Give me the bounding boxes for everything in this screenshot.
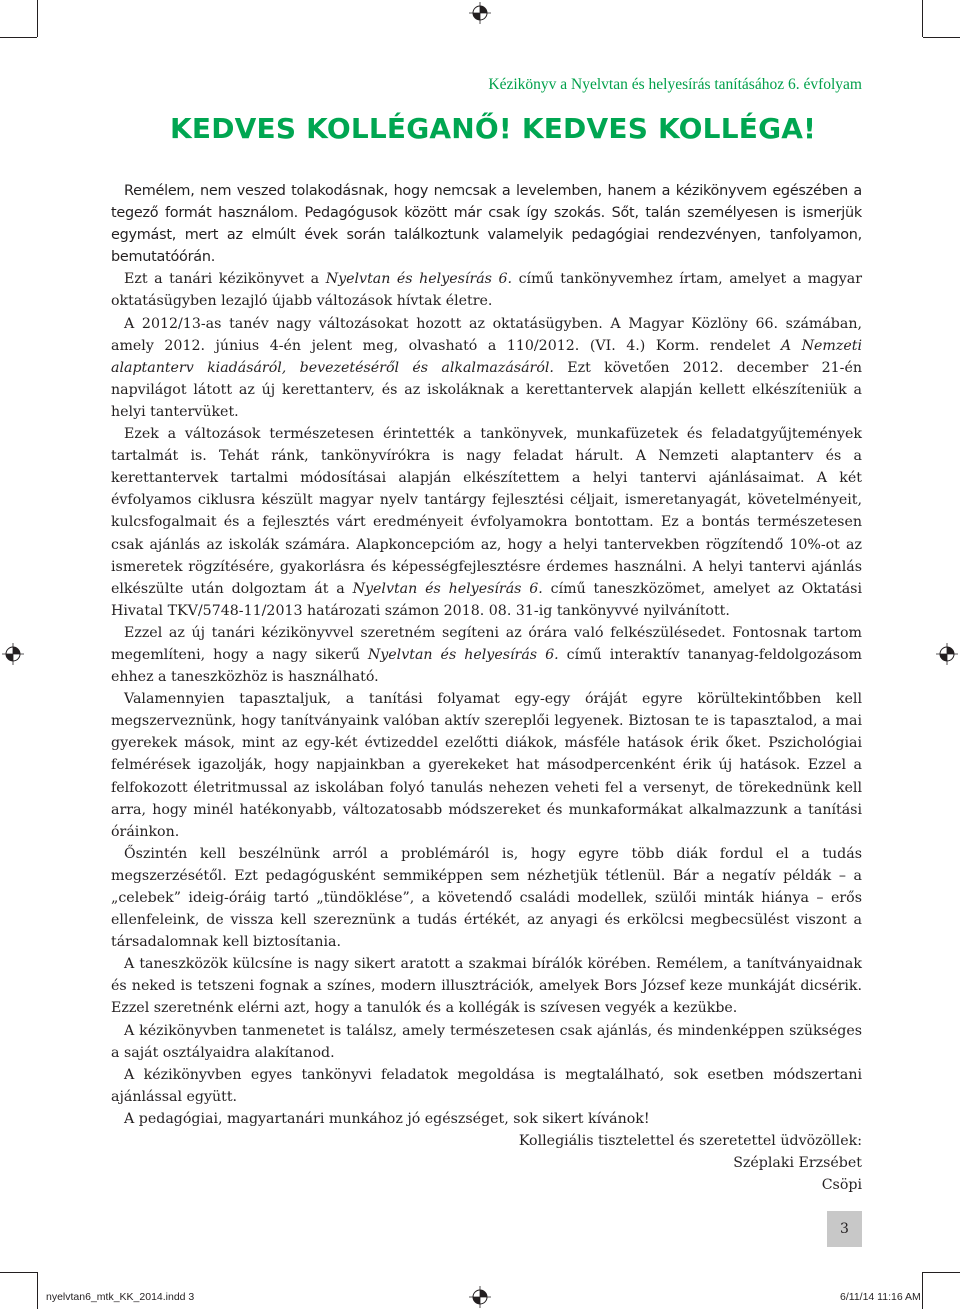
slug-timestamp: 6/11/14 11:16 AM [840,1291,921,1303]
decree-title: A Nemzeti alaptanterv kiadásáról, bevezetéséről és alkalmazásáról. [111,337,862,376]
registration-mark-icon [469,2,491,24]
author-nickname: Csöpi [821,1177,862,1194]
registration-mark-icon [469,1286,491,1308]
registration-mark-icon [2,643,24,665]
signature-block [111,1130,862,1196]
paragraph: Remélem, nem veszed tolakodásnak, hogy nemcsak a levelemben, hanem a kézikönyvem egészében a tegező formát használom. Pedagógusok között már csak így szokás. Sőt, talán személyesen is ismerjük egymást, mert az elmúlt évek során találkoztunk valamelyik pedagógiai rendezvényen, tanfolyamon, bemutatóórán. [111,183,862,266]
paragraph: A kézikönyvben tanmenetet is találsz, amely természetesen csak ajánlás, és mindenképpen szükséges a saját osztályaidra alakítanod. [111,1022,862,1061]
paragraph: Ezt a tanári kézikönyvet a Nyelvtan és helyesírás 6. című tankönyvemhez írtam, amelyet a magyar oktatásügyben lezajló újabb változások hívtak életre. [111,271,863,310]
crop-mark [922,0,923,37]
book-title: Nyelvtan és helyesírás 6. [325,271,513,288]
crop-mark [0,37,37,38]
crop-mark [923,37,960,38]
author-name: Széplaki Erzsébet [733,1155,862,1172]
crop-mark [37,1272,38,1309]
paragraph: A pedagógiai, magyartanári munkához jó egészséget, sok sikert kívánok! [124,1110,650,1127]
paragraph: Őszintén kell beszélnünk arról a problémáról is, hogy egyre több diák fordul el a tudás megszerzésétől. Ezt pedagógusként semmiképpen sem nézhetjük tétlenül. Bár a negatív példák – a „celebek” ideig-óráig tartó „tündöklése”, a követendő családi modellek, szülői minták hiánya – erős ellenfeleink, de vissza kell szereznünk a tudás értékét, az anyagi és erkölcsi megbecsülést viszont a társadalomnak kell biztosítania. [111,845,862,951]
crop-mark [923,1272,960,1273]
letter-body [111,180,862,1196]
paragraph: A 2012/13-as tanév nagy változásokat hozott az oktatásügyben. A Magyar Közlöny 66. számában, amely 2012. június 4-én jelent meg, olvasható a 110/2012. (VI. 4.) Korm. rendelet A Nemzeti alaptanterv kiadásáról, bevezetéséről és alkalmazásáról. Ezt követően 2012. december 21-én napvilágot látott az új kerettanterv, és az iskoláknak a kerettantervek alapján kellett elkészíteniük a helyi tantervüket. [111,315,862,420]
closing-line: Kollegiális tisztelettel és szeretettel üdvözöllek: [518,1133,862,1150]
paragraph: Ezek a változások természetesen érintették a tankönyvek, munkafüzetek és feladatgyűjtemények tartalmát is. Tehát ránk, tankönyvírókra is nagy feladat hárult. A Nemzeti alaptanterv és a kerettantervek tartalmi módosításai alapján elkészítettem a helyi tantervi ajánlásaimat. A két évfolyamos ciklusra készült magyar nyelv tantárgy fejlesztési céljait, ismeretanyagát, követelményeit, kulcsfogalmait és a fejlesztés várt eredményeit évfolyamokra bontottam. Ez a bontás természetesen csak ajánlás az iskolák számára. Alapkoncepcióm az, hogy a helyi tantervekben rögzítendő 10%-ot az ismeretek rögzítésére, gyakorlásra és képességfejlesztésre érdemes használni. A helyi tantervi ajánlás elkészülte után dolgoztam át a Nyelvtan és helyesírás 6. című taneszközömet, amelyet az Oktatási Hivatal TKV/5748-11/2013 határozati számon 2018. 08. 31-ig tankönyvvé nyilvánított. [111,426,862,619]
page-number: 3 [827,1211,862,1247]
book-title: Nyelvtan és helyesírás 6. [352,580,543,597]
book-title: Nyelvtan és helyesírás 6. [367,646,559,663]
paragraph: A taneszközök külcsíne is nagy sikert aratott a szakmai bírálók körében. Remélem, a tanítványaidnak és neked is tetszeni fognak a színes, modern illusztrációk, amelyek Bors József keze munkáját dicsérik. Ezzel szeretnénk elérni azt, hogy a tanulók és a kollégák is szívesen vegyék a kezükbe. [111,956,862,1017]
crop-mark [37,0,38,37]
paragraph: A kézikönyvben egyes tankönyvi feladatok megoldása is megtalálható, sok esetben módszertani ajánlással együtt. [111,1066,862,1105]
slug-filename: nyelvtan6_mtk_KK_2014.indd 3 [46,1291,195,1303]
registration-mark-icon [936,643,958,665]
paragraph: Valamennyien tapasztaljuk, a tanítási folyamat egy-egy óráját egyre körültekintőbben kell megszerveznünk, hogy tanítványaink valóban aktív szereplői legyenek. Biztosan te is tapasztalod, a mai gyerekek mások, mint az egy-két évtizeddel ezelőtti diákok, másféle hatások érik őket. Pszichológiai felmérések igazolják, hogy napjainkban a gyerekeket hat másodpercenként érik új hatások. Ezzel a felfokozott életritmussal az iskolában folyó tanulás nehezen veheti fel a versenyt, de törekednünk kell arra, hogy minél hatékonyabb, változatosabb módszereket és munkaformákat alkalmazzunk a tanítási óráinkon. [111,691,862,840]
running-header: Kézikönyv a Nyelvtan és helyesírás tanításához 6. évfolyam [488,76,862,93]
paragraph: Ezzel az új tanári kézikönyvvel szeretném segíteni az órára való felkészülésedet. Fontosnak tartom megemlíteni, hogy a nagy sikerű Nyelvtan és helyesírás 6. című interaktív tananyag-feldolgozásom ehhez a taneszközhöz is használható. [111,624,862,686]
page-title: KEDVES KOLLÉGANŐ! KEDVES KOLLÉGA! [170,112,817,145]
crop-mark [922,1272,923,1309]
crop-mark [0,1272,37,1273]
